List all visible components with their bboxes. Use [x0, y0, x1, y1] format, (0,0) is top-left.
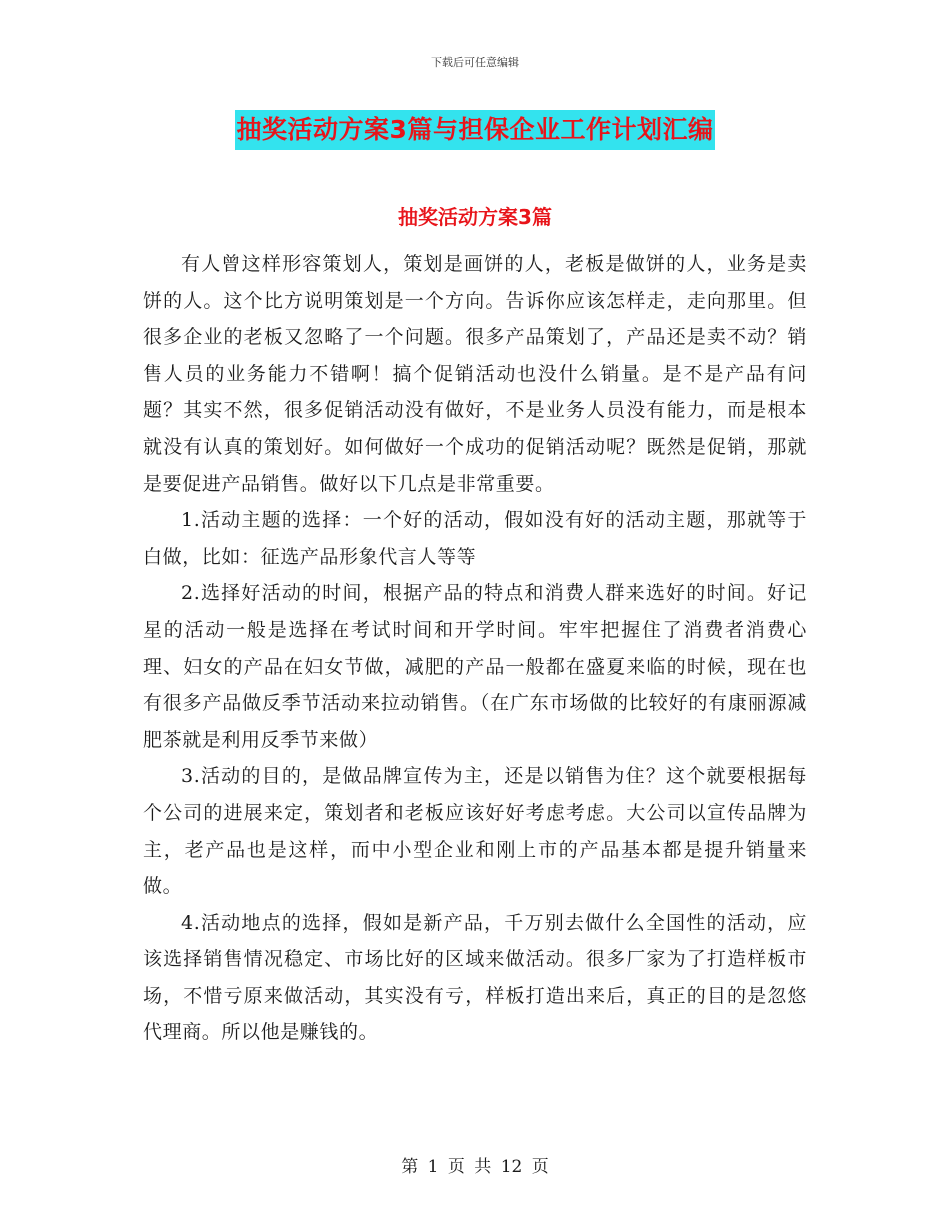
main-title-container: [0, 110, 950, 150]
body-paragraph-4: 4.活动地点的选择，假如是新产品，千万别去做什么全国性的活动，应该选择销售情况稳定、市场比好的区域来做活动。很多厂家为了打造样板市场，不惜亏原来做活动，其实没有亏，样板打造出来后，真正的目的是忽悠代理商。所以他是赚钱的。: [143, 911, 807, 1044]
page-header-note: 下载后可任意编辑: [431, 56, 519, 69]
section-title: 抽奖活动方案3篇: [398, 205, 552, 229]
document-main-title: 抽奖活动方案3篇与担保企业工作计划汇编: [235, 110, 716, 150]
body-paragraph-2: 2.选择好活动的时间，根据产品的特点和消费人群来选好的时间。好记星的活动一般是选择在考试时间和开学时间。牢牢把握住了消费者消费心理、妇女的产品在妇女节做，减肥的产品一般都在盛夏来临的时候，现在也有很多产品做反季节活动来拉动销售。（在广东市场做的比较好的有康丽源减肥茶就是利用反季节来做）: [143, 582, 807, 751]
body-paragraph-1: 1.活动主题的选择：一个好的活动，假如没有好的活动主题，那就等于白做，比如：征选产品形象代言人等等: [143, 509, 807, 568]
body-paragraph-intro: 有人曾这样形容策划人，策划是画饼的人，老板是做饼的人，业务是卖饼的人。这个比方说明策划是一个方向。告诉你应该怎样走，走向那里。但很多企业的老板又忽略了一个问题。很多产品策划了，产品还是卖不动？销售人员的业务能力不错啊！搞个促销活动也没什么销量。是不是产品有问题？其实不然，很多促销活动没有做好，不是业务人员没有能力，而是根本就没有认真的策划好。如何做好一个成功的促销活动呢？既然是促销，那就是要促进产品销售。做好以下几点是非常重要。: [143, 253, 807, 495]
document-body: [143, 246, 807, 1051]
body-paragraph-3: 3.活动的目的，是做品牌宣传为主，还是以销售为住？这个就要根据每个公司的进展来定，策划者和老板应该好好考虑考虑。大公司以宣传品牌为主，老产品也是这样，而中小型企业和刚上市的产品基本都是提升销量来做。: [143, 765, 807, 898]
page-number-footer: 第 1 页 共 12 页: [401, 1157, 549, 1177]
